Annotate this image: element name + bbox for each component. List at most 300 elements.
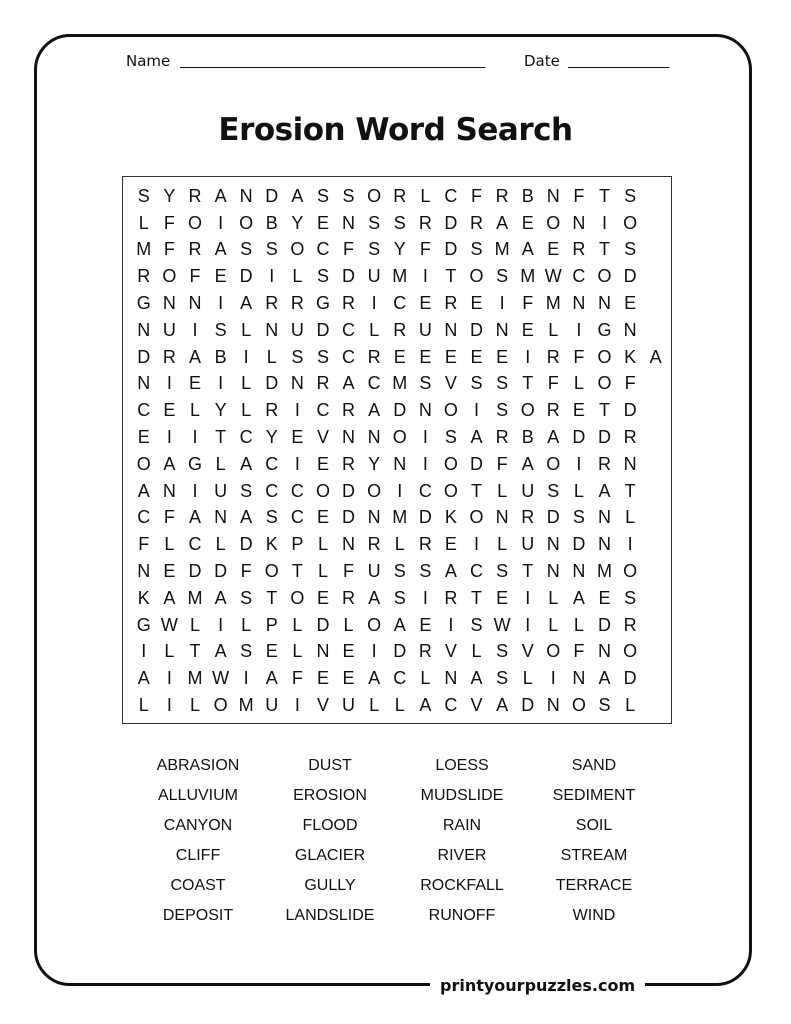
grid-row <box>131 397 668 424</box>
grid-letter: C <box>316 400 330 421</box>
grid-letter: L <box>625 507 636 528</box>
grid-letter: L <box>548 319 559 340</box>
grid-letter: B <box>521 185 534 206</box>
grid-letter: L <box>138 695 149 716</box>
grid-letter: V <box>444 373 457 394</box>
grid-letter: S <box>316 266 329 287</box>
grid-letter: N <box>623 319 637 340</box>
grid-letter: R <box>444 587 458 608</box>
grid-letter: L <box>548 587 559 608</box>
grid-letter: M <box>520 266 536 287</box>
grid-letter: V <box>316 695 329 716</box>
grid-letter: O <box>367 614 382 635</box>
grid-letter: L <box>420 185 431 206</box>
grid-letter: I <box>371 641 377 662</box>
grid-letter: I <box>422 266 428 287</box>
grid-letter: E <box>316 668 329 689</box>
grid-letter: F <box>573 641 585 662</box>
grid-letter: S <box>393 587 406 608</box>
grid-letter: N <box>265 319 279 340</box>
grid-letter: B <box>265 212 278 233</box>
grid-letter: L <box>573 373 584 394</box>
grid-letter: D <box>521 695 535 716</box>
grid-letter: I <box>294 695 300 716</box>
grid-letter: C <box>444 695 458 716</box>
grid-letter: A <box>598 668 611 689</box>
grid-letter: L <box>343 614 354 635</box>
grid-row <box>131 317 668 344</box>
grid-letter: A <box>188 346 201 367</box>
grid-letter: O <box>136 453 151 474</box>
grid-letter: E <box>214 266 227 287</box>
grid-letter: O <box>597 373 612 394</box>
grid-letter: A <box>214 641 227 662</box>
word-list-item: TERRACE <box>555 877 633 894</box>
grid-letter: S <box>240 587 253 608</box>
grid-letter: L <box>215 453 226 474</box>
grid-letter: D <box>342 480 356 501</box>
grid-letter: L <box>164 534 175 555</box>
grid-letter: R <box>342 453 356 474</box>
grid-letter: N <box>623 453 637 474</box>
word-list-item: COAST <box>170 877 226 894</box>
grid-letter: I <box>448 614 454 635</box>
grid-letter: D <box>623 266 637 287</box>
grid-row <box>131 505 668 532</box>
word-list-item: RIVER <box>437 847 487 864</box>
grid-letter: L <box>573 480 584 501</box>
grid-letter: D <box>342 507 356 528</box>
grid-letter: D <box>214 561 228 582</box>
grid-letter: N <box>162 480 176 501</box>
grid-letter: I <box>422 427 428 448</box>
grid-row <box>131 424 668 451</box>
grid-letter: G <box>597 319 612 340</box>
grid-letter: A <box>419 695 432 716</box>
grid-letter: I <box>576 319 582 340</box>
grid-letter: U <box>214 480 228 501</box>
grid-letter: A <box>214 587 227 608</box>
grid-letter: S <box>240 480 253 501</box>
grid-letter: S <box>444 427 457 448</box>
grid-letter: D <box>239 266 253 287</box>
grid-letter: K <box>624 346 637 367</box>
grid-letter: S <box>368 239 381 260</box>
grid-letter: D <box>546 507 560 528</box>
grid-letter: R <box>521 507 535 528</box>
grid-letter: N <box>597 534 611 555</box>
grid-letter: M <box>136 239 152 260</box>
grid-letter: O <box>367 185 382 206</box>
grid-letter: N <box>137 373 151 394</box>
grid-letter: D <box>316 614 330 635</box>
word-list-item: LANDSLIDE <box>285 907 375 924</box>
grid-letter: D <box>572 427 586 448</box>
grid-letter: V <box>444 641 457 662</box>
grid-letter: U <box>367 266 381 287</box>
grid-letter: R <box>495 427 509 448</box>
grid-letter: F <box>163 239 175 260</box>
grid-letter: T <box>445 266 457 287</box>
grid-letter: O <box>546 212 561 233</box>
grid-letter: S <box>265 507 278 528</box>
grid-letter: N <box>137 319 151 340</box>
grid-letter: S <box>624 239 637 260</box>
grid-letter: M <box>187 668 203 689</box>
grid-letter: E <box>598 587 611 608</box>
grid-letter: T <box>266 587 278 608</box>
word-list-item: RUNOFF <box>428 907 496 924</box>
grid-letter: R <box>393 319 407 340</box>
grid-letter: E <box>393 346 406 367</box>
grid-letter: F <box>471 185 483 206</box>
grid-letter: C <box>572 266 586 287</box>
grid-letter: S <box>419 561 432 582</box>
grid-row <box>131 612 668 639</box>
grid-letter: N <box>572 293 586 314</box>
grid-letter: T <box>471 480 483 501</box>
grid-letter: C <box>393 668 407 689</box>
grid-letter: D <box>597 614 611 635</box>
grid-letter: S <box>419 373 432 394</box>
grid-letter: S <box>316 346 329 367</box>
word-list-item: SOIL <box>575 817 613 834</box>
grid-letter: N <box>137 561 151 582</box>
grid-letter: O <box>546 641 561 662</box>
grid-letter: Y <box>265 427 278 448</box>
grid-letter: I <box>550 668 556 689</box>
grid-letter: O <box>469 266 484 287</box>
grid-letter: F <box>624 373 636 394</box>
grid-letter: I <box>525 587 531 608</box>
word-list-item: SEDIMENT <box>552 787 636 804</box>
word-list-item: MUDSLIDE <box>420 787 504 804</box>
grid-letter: O <box>162 266 177 287</box>
grid-letter: W <box>493 614 511 635</box>
grid-letter: A <box>137 668 150 689</box>
grid-letter: S <box>240 239 253 260</box>
grid-letter: A <box>137 480 150 501</box>
grid-letter: R <box>418 534 432 555</box>
grid-row <box>131 585 668 612</box>
grid-letter: I <box>218 614 224 635</box>
grid-letter: C <box>393 293 407 314</box>
grid-letter: C <box>342 319 356 340</box>
grid-letter: F <box>419 239 431 260</box>
grid-letter: N <box>444 319 458 340</box>
grid-letter: F <box>163 507 175 528</box>
grid-letter: A <box>163 587 176 608</box>
grid-letter: I <box>166 695 172 716</box>
grid-letter: L <box>189 695 200 716</box>
grid-letter: A <box>521 453 534 474</box>
grid-letter: U <box>265 695 279 716</box>
grid-letter: L <box>394 534 405 555</box>
grid-letter: I <box>525 346 531 367</box>
grid-letter: I <box>141 641 147 662</box>
grid-row <box>131 665 668 692</box>
grid-letter: A <box>240 293 253 314</box>
grid-letter: E <box>291 427 304 448</box>
grid-letter: T <box>189 641 201 662</box>
grid-letter: A <box>368 587 381 608</box>
grid-letter: O <box>597 266 612 287</box>
grid-letter: S <box>496 266 509 287</box>
grid-letter: N <box>597 293 611 314</box>
grid-row <box>131 371 668 398</box>
grid-letter: D <box>470 453 484 474</box>
grid-letter: N <box>546 534 560 555</box>
grid-letter: O <box>520 400 535 421</box>
grid-letter: R <box>470 212 484 233</box>
grid-letter: T <box>624 480 636 501</box>
grid-letter: C <box>470 561 484 582</box>
grid-letter: R <box>418 212 432 233</box>
grid-letter: R <box>495 185 509 206</box>
grid-letter: R <box>188 239 202 260</box>
grid-letter: N <box>546 695 560 716</box>
grid-letter: G <box>315 293 330 314</box>
grid-letter: E <box>470 346 483 367</box>
grid-letter: I <box>192 480 198 501</box>
grid-letter: F <box>343 239 355 260</box>
grid-letter: S <box>342 185 355 206</box>
grid-row <box>131 344 668 371</box>
grid-letter: S <box>291 346 304 367</box>
grid-letter: N <box>316 641 330 662</box>
grid-letter: D <box>393 641 407 662</box>
grid-letter: U <box>367 561 381 582</box>
grid-letter: D <box>444 212 458 233</box>
word-list-item: EROSION <box>293 787 367 804</box>
grid-letter: O <box>392 427 407 448</box>
grid-letter: S <box>598 695 611 716</box>
grid-letter: U <box>162 319 176 340</box>
word-list-item: ROCKFALL <box>420 877 504 894</box>
grid-letter: W <box>544 266 562 287</box>
word-list-item: DUST <box>308 757 352 774</box>
grid-letter: E <box>342 641 355 662</box>
grid-letter: R <box>188 185 202 206</box>
grid-letter: E <box>265 641 278 662</box>
grid-letter: L <box>317 561 328 582</box>
grid-letter: N <box>572 561 586 582</box>
word-list-item: CANYON <box>163 817 233 834</box>
grid-row <box>131 263 668 290</box>
grid-letter: D <box>393 400 407 421</box>
grid-letter: I <box>192 319 198 340</box>
grid-letter: N <box>546 561 560 582</box>
grid-letter: N <box>495 507 509 528</box>
grid-letter: T <box>598 239 610 260</box>
grid-letter: A <box>291 185 304 206</box>
grid-letter: T <box>522 561 534 582</box>
grid-letter: L <box>369 319 380 340</box>
grid-letter: S <box>214 319 227 340</box>
grid-letter: N <box>342 427 356 448</box>
grid-letter: I <box>499 293 505 314</box>
grid-letter: A <box>496 695 509 716</box>
grid-letter: F <box>138 534 150 555</box>
grid-letter: E <box>316 507 329 528</box>
grid-letter: I <box>422 453 428 474</box>
grid-letter: S <box>496 668 509 689</box>
grid-letter: O <box>443 453 458 474</box>
grid-letter: F <box>343 561 355 582</box>
grid-row <box>131 531 668 558</box>
grid-letter: M <box>187 587 203 608</box>
grid-letter: R <box>546 400 560 421</box>
grid-letter: L <box>292 266 303 287</box>
grid-letter: C <box>137 507 151 528</box>
grid-letter: K <box>444 507 457 528</box>
grid-letter: A <box>572 587 585 608</box>
grid-letter: R <box>546 346 560 367</box>
grid-letter: T <box>471 587 483 608</box>
grid-letter: L <box>241 373 252 394</box>
grid-letter: L <box>420 668 431 689</box>
grid-letter: I <box>166 427 172 448</box>
date-label: Date <box>524 52 560 70</box>
grid-letter: D <box>265 185 279 206</box>
grid-letter: G <box>136 293 151 314</box>
grid-letter: A <box>163 453 176 474</box>
grid-letter: I <box>397 480 403 501</box>
grid-letter: S <box>470 614 483 635</box>
grid-letter: Y <box>393 239 406 260</box>
grid-letter: E <box>316 453 329 474</box>
grid-letter: L <box>215 534 226 555</box>
grid-letter: Y <box>368 453 381 474</box>
grid-letter: N <box>597 641 611 662</box>
grid-letter: R <box>342 293 356 314</box>
grid-letter: E <box>521 212 534 233</box>
grid-letter: Y <box>163 185 176 206</box>
grid-letter: N <box>367 507 381 528</box>
grid-letter: R <box>444 293 458 314</box>
grid-letter: D <box>418 507 432 528</box>
grid-letter: A <box>240 507 253 528</box>
grid-letter: O <box>597 346 612 367</box>
grid-letter: A <box>470 427 483 448</box>
grid-letter: A <box>496 212 509 233</box>
grid-letter: I <box>218 293 224 314</box>
grid-letter: C <box>342 346 356 367</box>
grid-letter: R <box>367 346 381 367</box>
grid-letter: V <box>521 641 534 662</box>
grid-letter: T <box>215 427 227 448</box>
grid-letter: A <box>188 507 201 528</box>
grid-letter: O <box>367 480 382 501</box>
grid-letter: U <box>342 695 356 716</box>
grid-letter: C <box>290 480 304 501</box>
grid-letter: E <box>188 373 201 394</box>
grid-row <box>131 183 668 210</box>
grid-letter: M <box>596 561 612 582</box>
grid-letter: L <box>573 614 584 635</box>
grid-letter: E <box>163 561 176 582</box>
grid-letter: D <box>572 534 586 555</box>
grid-row <box>131 639 668 666</box>
grid-letter: I <box>627 534 633 555</box>
grid-letter: E <box>444 534 457 555</box>
grid-letter: F <box>291 668 303 689</box>
grid-letter: A <box>214 185 227 206</box>
grid-letter: M <box>238 695 254 716</box>
word-list-item: STREAM <box>560 847 628 864</box>
grid-letter: S <box>496 561 509 582</box>
grid-letter: L <box>189 614 200 635</box>
grid-letter: I <box>371 293 377 314</box>
grid-letter: B <box>214 346 227 367</box>
grid-letter: S <box>470 239 483 260</box>
grid-letter: E <box>316 212 329 233</box>
grid-letter: L <box>241 400 252 421</box>
grid-row <box>131 478 668 505</box>
grid-letter: L <box>292 614 303 635</box>
grid-letter: S <box>393 212 406 233</box>
grid-letter: N <box>572 212 586 233</box>
grid-letter: C <box>418 480 432 501</box>
grid-letter: O <box>264 561 279 582</box>
footer-site: printyourpuzzles.com <box>430 976 645 995</box>
grid-letter: C <box>265 480 279 501</box>
grid-letter: A <box>240 453 253 474</box>
word-list <box>132 757 660 937</box>
grid-letter: R <box>623 614 637 635</box>
grid-letter: I <box>422 587 428 608</box>
grid-letter: C <box>290 507 304 528</box>
grid-letter: E <box>496 587 509 608</box>
grid-letter: A <box>214 239 227 260</box>
grid-letter: S <box>496 641 509 662</box>
grid-letter: F <box>163 212 175 233</box>
grid-letter: N <box>239 185 253 206</box>
grid-letter: L <box>497 480 508 501</box>
grid-letter: E <box>572 400 585 421</box>
grid-letter: C <box>239 427 253 448</box>
grid-letter: D <box>597 427 611 448</box>
grid-letter: Y <box>214 400 227 421</box>
grid-letter: P <box>291 534 304 555</box>
word-list-item: FLOOD <box>302 817 358 834</box>
grid-letter: D <box>265 373 279 394</box>
grid-letter: E <box>137 427 150 448</box>
grid-letter: S <box>240 641 253 662</box>
grid-letter: L <box>241 319 252 340</box>
date-line <box>568 67 669 68</box>
page-title: Erosion Word Search <box>218 112 573 148</box>
grid-letter: T <box>291 561 303 582</box>
grid-letter: R <box>316 373 330 394</box>
grid-letter: R <box>137 266 151 287</box>
grid-letter: O <box>290 239 305 260</box>
word-list-item: LOESS <box>435 757 489 774</box>
grid-letter: I <box>525 614 531 635</box>
grid-letter: E <box>419 346 432 367</box>
grid-letter: O <box>315 480 330 501</box>
grid-letter: I <box>166 373 172 394</box>
word-list-item: SAND <box>571 757 617 774</box>
grid-letter: A <box>521 239 534 260</box>
grid-letter: F <box>573 346 585 367</box>
grid-letter: C <box>188 534 202 555</box>
grid-letter: W <box>160 614 178 635</box>
grid-letter: I <box>192 427 198 448</box>
name-line <box>180 67 485 68</box>
grid-letter: I <box>243 668 249 689</box>
grid-letter: C <box>367 373 381 394</box>
